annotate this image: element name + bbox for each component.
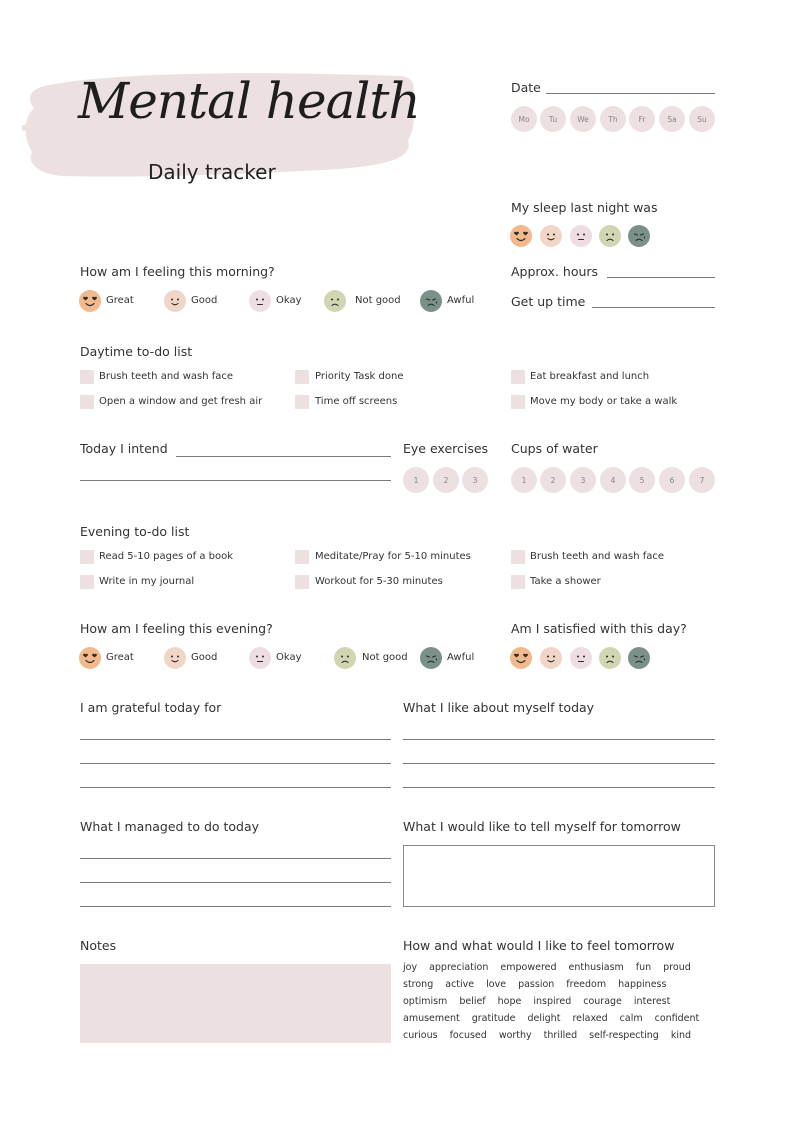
mood-label: Great	[106, 295, 134, 306]
feel-word[interactable]: thrilled	[543, 1030, 578, 1041]
todo-label: Move my body or take a walk	[530, 396, 678, 407]
feel-word-row	[403, 1030, 723, 1047]
water-cup-circle[interactable]: 2	[540, 467, 566, 493]
like-myself-line[interactable]	[403, 739, 715, 740]
evening-title: How am I feeling this evening?	[80, 621, 273, 636]
feel-word-row	[403, 996, 723, 1013]
intend-label: Today I intend	[80, 441, 168, 456]
feel-word-row	[403, 1013, 723, 1030]
mood-label: Great	[106, 652, 134, 663]
notes-area[interactable]	[80, 964, 391, 1043]
todo-label: Eat breakfast and lunch	[530, 371, 650, 382]
feel-word[interactable]: active	[445, 979, 475, 990]
approx-hours-label: Approx. hours	[511, 264, 599, 279]
todo-label: Meditate/Pray for 5-10 minutes	[315, 551, 471, 562]
feel-word[interactable]: delight	[527, 1013, 561, 1024]
page-subtitle: Daily tracker	[148, 160, 276, 184]
todo-label: Time off screens	[315, 396, 398, 407]
okay-face-icon[interactable]	[570, 225, 592, 247]
mood-label: Okay	[276, 652, 302, 663]
feel-word[interactable]: hope	[497, 996, 522, 1007]
good-face-icon[interactable]	[164, 290, 186, 312]
awful-face-icon[interactable]	[628, 225, 650, 247]
daytime-title: Daytime to-do list	[80, 344, 193, 359]
great-face-icon[interactable]	[510, 225, 532, 247]
todo-label: Brush teeth and wash face	[99, 371, 234, 382]
feel-tomorrow-words	[403, 962, 723, 1047]
morning-title: How am I feeling this morning?	[80, 264, 275, 279]
good-face-icon[interactable]	[540, 225, 562, 247]
tell-myself-box[interactable]	[403, 845, 715, 907]
day-circle[interactable]: Su	[689, 106, 715, 132]
todo-label: Workout for 5-30 minutes	[315, 576, 443, 587]
intend-line[interactable]	[80, 480, 391, 481]
date-label: Date	[511, 80, 541, 95]
grateful-line[interactable]	[80, 739, 391, 740]
managed-line[interactable]	[80, 858, 391, 859]
page-title: Mental health	[78, 72, 420, 130]
awful-face-icon[interactable]	[628, 647, 650, 669]
day-circle[interactable]: We	[570, 106, 596, 132]
okay-face-icon[interactable]	[249, 647, 271, 669]
water-label: Cups of water	[511, 441, 598, 456]
todo-checkbox[interactable]	[80, 370, 94, 384]
water-cup-circle[interactable]: 5	[629, 467, 655, 493]
water-cup-circle[interactable]: 4	[600, 467, 626, 493]
not-good-face-icon[interactable]	[599, 647, 621, 669]
todo-checkbox[interactable]	[511, 575, 525, 589]
todo-label: Open a window and get fresh air	[99, 396, 263, 407]
feel-word[interactable]: empowered	[500, 962, 557, 973]
feel-word[interactable]: love	[486, 979, 507, 990]
todo-checkbox[interactable]	[80, 550, 94, 564]
feel-word[interactable]: proud	[663, 962, 691, 973]
mood-label: Good	[191, 652, 218, 663]
feel-word[interactable]: passion	[518, 979, 555, 990]
todo-checkbox[interactable]	[295, 395, 309, 409]
satisfied-title: Am I satisfied with this day?	[511, 621, 687, 636]
feel-word[interactable]: fun	[635, 962, 652, 973]
feel-tomorrow-title: How and what would I like to feel tomorrow	[403, 938, 675, 953]
tell-myself-title: What I would like to tell myself for tomorrow	[403, 819, 681, 834]
date-line[interactable]	[546, 93, 715, 94]
mood-label: Not good	[362, 652, 408, 663]
feel-word-row	[403, 979, 723, 996]
get-up-time-line[interactable]	[592, 307, 715, 308]
eye-exercise-circle[interactable]: 3	[462, 467, 488, 493]
feel-word[interactable]: kind	[670, 1030, 692, 1041]
great-face-icon[interactable]	[510, 647, 532, 669]
todo-checkbox[interactable]	[511, 370, 525, 384]
managed-line[interactable]	[80, 906, 391, 907]
todo-label: Write in my journal	[99, 576, 195, 587]
mood-label: Okay	[276, 295, 302, 306]
like-myself-line[interactable]	[403, 763, 715, 764]
good-face-icon[interactable]	[540, 647, 562, 669]
grateful-line[interactable]	[80, 787, 391, 788]
eye-exercise-circle[interactable]: 2	[433, 467, 459, 493]
todo-checkbox[interactable]	[511, 550, 525, 564]
day-circle[interactable]: Th	[600, 106, 626, 132]
grateful-line[interactable]	[80, 763, 391, 764]
feel-word[interactable]: amusement	[403, 1013, 460, 1024]
feel-word[interactable]: focused	[449, 1030, 487, 1041]
managed-title: What I managed to do today	[80, 819, 260, 834]
grateful-title: I am grateful today for	[80, 700, 222, 715]
feel-word[interactable]: joy	[403, 962, 418, 973]
approx-hours-line[interactable]	[607, 277, 715, 278]
feel-word[interactable]: calm	[619, 1013, 643, 1024]
feel-word[interactable]: freedom	[566, 979, 607, 990]
water-cup-circle[interactable]: 7	[689, 467, 715, 493]
feel-word[interactable]: strong	[403, 979, 434, 990]
todo-checkbox[interactable]	[295, 550, 309, 564]
mood-label: Awful	[447, 295, 475, 306]
todo-checkbox[interactable]	[80, 395, 94, 409]
mood-label: Good	[191, 295, 218, 306]
feel-word[interactable]: confident	[654, 1013, 700, 1024]
feel-word[interactable]: interest	[633, 996, 671, 1007]
eye-exercise-circle[interactable]: 1	[403, 467, 429, 493]
todo-checkbox[interactable]	[80, 575, 94, 589]
awful-face-icon[interactable]	[420, 290, 442, 312]
eye-exercises-label: Eye exercises	[403, 441, 489, 456]
water-cup-circle[interactable]: 6	[659, 467, 685, 493]
feel-word[interactable]: self-respecting	[589, 1030, 659, 1041]
todo-checkbox[interactable]	[295, 370, 309, 384]
feel-word[interactable]: curious	[403, 1030, 438, 1041]
water-cup-circle[interactable]: 3	[570, 467, 596, 493]
feel-word[interactable]: courage	[583, 996, 622, 1007]
like-myself-title: What I like about myself today	[403, 700, 595, 715]
todo-label: Read 5-10 pages of a book	[99, 551, 234, 562]
day-circle[interactable]: Sa	[659, 106, 685, 132]
feel-word[interactable]: optimism	[403, 996, 448, 1007]
mood-label: Awful	[447, 652, 475, 663]
not-good-face-icon[interactable]	[334, 647, 356, 669]
intend-line[interactable]	[176, 456, 391, 457]
okay-face-icon[interactable]	[249, 290, 271, 312]
feel-word[interactable]: happiness	[618, 979, 667, 990]
feel-word-row	[403, 962, 723, 979]
day-circle[interactable]: Fr	[629, 106, 655, 132]
notes-title: Notes	[80, 938, 117, 953]
get-up-time-label: Get up time	[511, 294, 586, 309]
not-good-face-icon[interactable]	[599, 225, 621, 247]
day-circle[interactable]: Tu	[540, 106, 566, 132]
feel-word[interactable]: worthy	[498, 1030, 532, 1041]
sleep-title: My sleep last night was	[511, 200, 658, 215]
not-good-face-icon[interactable]	[324, 290, 346, 312]
feel-word[interactable]: inspired	[533, 996, 572, 1007]
feel-word[interactable]: belief	[459, 996, 486, 1007]
awful-face-icon[interactable]	[420, 647, 442, 669]
good-face-icon[interactable]	[164, 647, 186, 669]
todo-label: Priority Task done	[315, 371, 404, 382]
todo-label: Take a shower	[530, 576, 601, 587]
feel-word[interactable]: relaxed	[572, 1013, 608, 1024]
mood-label: Not good	[355, 295, 401, 306]
todo-checkbox[interactable]	[295, 575, 309, 589]
todo-checkbox[interactable]	[511, 395, 525, 409]
feel-word[interactable]: enthusiasm	[568, 962, 624, 973]
feel-word[interactable]: appreciation	[429, 962, 489, 973]
water-cup-circle[interactable]: 1	[511, 467, 537, 493]
okay-face-icon[interactable]	[570, 647, 592, 669]
evening-todo-title: Evening to-do list	[80, 524, 190, 539]
feel-word[interactable]: gratitude	[471, 1013, 516, 1024]
great-face-icon[interactable]	[79, 290, 101, 312]
great-face-icon[interactable]	[79, 647, 101, 669]
day-circle[interactable]: Mo	[511, 106, 537, 132]
todo-label: Brush teeth and wash face	[530, 551, 665, 562]
like-myself-line[interactable]	[403, 787, 715, 788]
managed-line[interactable]	[80, 882, 391, 883]
